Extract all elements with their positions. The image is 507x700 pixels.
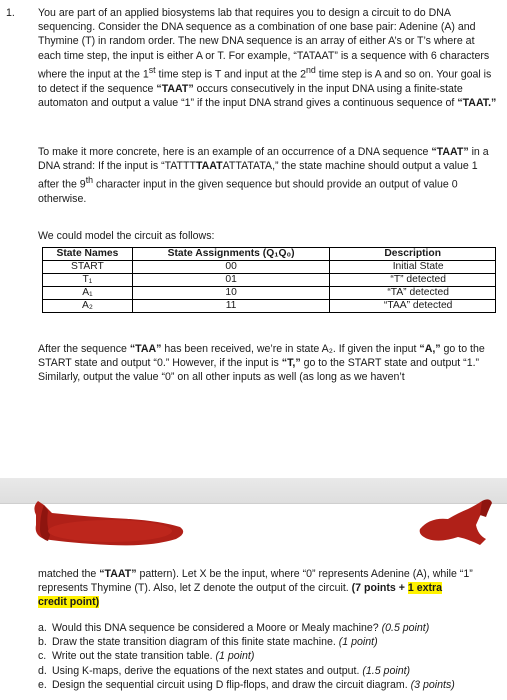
state-assignment: 10 (132, 287, 330, 300)
list-item: a. Would this DNA sequence be considered a Moore or Mealy machine? (0.5 point) (38, 622, 430, 634)
state-table-header-row (43, 248, 496, 261)
question-number: 1. (6, 7, 15, 19)
list-item: d. Using K-maps, derive the equations of the next states and output. (1.5 point) (38, 664, 411, 677)
continuation-paragraph: matched the “TAAT” pattern). Let X be the input, where “0” represents Adenine (A), while “1” represents Thymine (T). Also, let Z denote the output of the circuit. (7 points + 1 extra credit point) (38, 568, 473, 609)
list-item: e. Design the sequential circuit using D flip-flops, and draw the circuit diagram. (3 points) (38, 678, 455, 691)
state-name: A₂ (43, 300, 133, 313)
state-name: T₁ (43, 274, 133, 287)
example-paragraph: To make it more concrete, here is an example of an occurrence of a DNA sequence “TAAT” in a DNA strand: If the input is “TATTTTAATATTATATA,” the state machine should output a value 1 after the 9th character input in the given sequence but should provide an output of value 0 otherwise. (38, 146, 489, 206)
state-name: A₁ (43, 287, 133, 300)
state-assignment: 00 (132, 261, 330, 274)
state-description: Initial State (330, 261, 496, 274)
state-table (42, 247, 496, 313)
header-state-names: State Names (43, 248, 133, 261)
table-row (43, 300, 496, 313)
table-row (43, 287, 496, 300)
state-description: “TAA” detected (330, 300, 496, 313)
list-item: c. Write out the state transition table. (1 point) (38, 650, 255, 663)
table-row (43, 261, 496, 274)
state-assignment: 01 (132, 274, 330, 287)
question-parts-list (38, 621, 506, 692)
state-description: “T” detected (330, 274, 496, 287)
state-assignment: 11 (132, 300, 330, 313)
state-name: START (43, 261, 133, 274)
table-row (43, 274, 496, 287)
state-description: “TA” detected (330, 287, 496, 300)
extra-credit-highlight: 1 extra (407, 582, 443, 595)
intro-paragraph: You are part of an applied biosystems lab that requires you to design a circuit to do DNA sequencing. Consider the DNA sequence as a combination of one base pair: Adenine (A) and Thymine (T) in random order. The new DNA sequence is an array of either A’s or T’s where at each time step, the input is either A or T. For example, “TATAAT” is a sequence with 6 characters where the input at the 1st time step is T and input at the 2nd time step is A and so on. Your goal is to detect if the sequence “TAAT” occurs consecutively in the input DNA using a finite-state automaton and output a value “1” if the input DNA strand gives a continuous sequence of “TAAT.” (38, 7, 497, 109)
list-item: b. Draw the state transition diagram of this finite state machine. (1 point) (38, 636, 378, 649)
header-state-assignments: State Assignments (Q₁Q₀) (132, 248, 330, 261)
header-description: Description (330, 248, 496, 261)
after-paragraph: After the sequence “TAA” has been received, we’re in state A₂. If given the input “A,” go to the START state and output “0.” However, if the input is “T,” go to the START state and output “1.” Similarly, output the value “0” on all other inputs as well (as long as we haven’t (38, 343, 485, 384)
model-intro: We could model the circuit as follows: (38, 230, 215, 242)
extra-credit-highlight-cont: credit point) (38, 596, 100, 609)
redaction-scribble (0, 495, 507, 557)
